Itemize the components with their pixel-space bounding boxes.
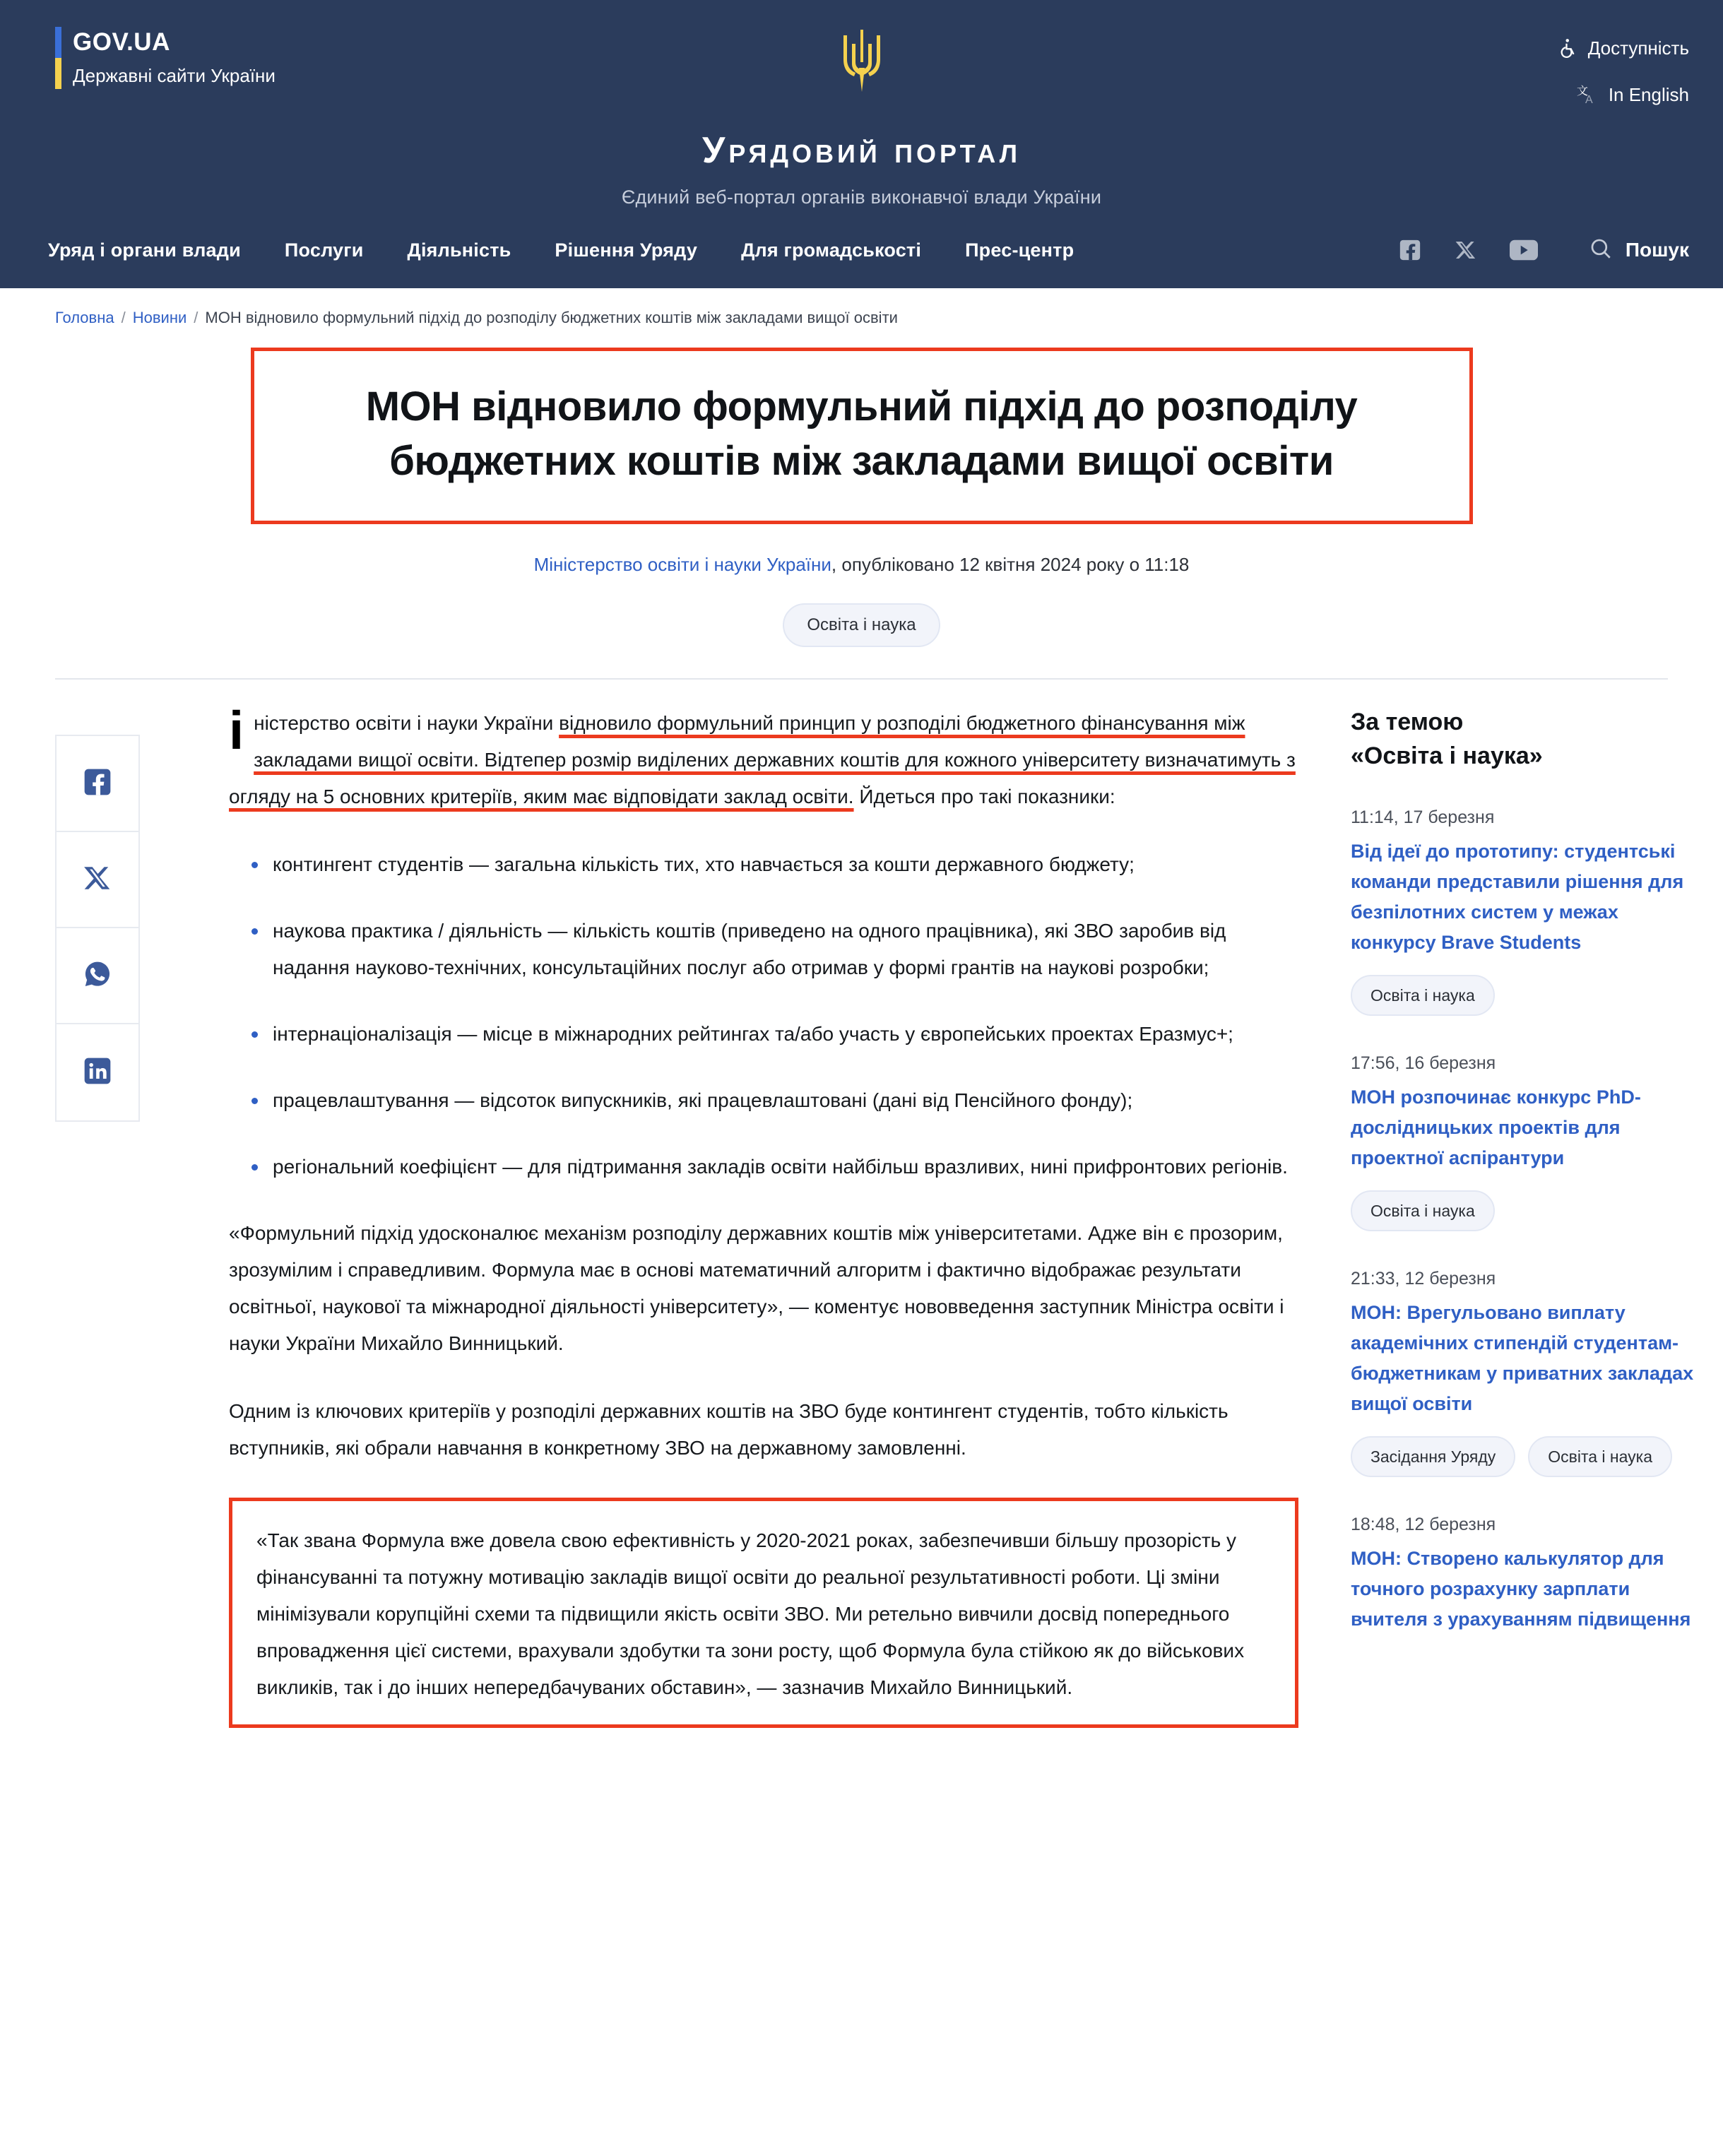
news-tag[interactable]: Засідання Уряду: [1351, 1436, 1515, 1477]
news-timestamp: 21:33, 12 березня: [1351, 1269, 1496, 1289]
ukraine-trident-icon: [839, 28, 884, 97]
sidebar-heading-line1: За темою: [1351, 709, 1464, 735]
news-tag-row: [1351, 1190, 1695, 1231]
criteria-item-0: контингент студентів — загальна кількість тих, хто навчається за кошти державного бюджету;: [229, 846, 1298, 883]
facebook-share-icon: [82, 766, 113, 801]
highlighted-quote-box: [229, 1498, 1298, 1728]
nav-item-1[interactable]: Послуги: [284, 239, 364, 261]
accessibility-label: Доступність: [1587, 37, 1689, 59]
svg-text:文: 文: [1576, 85, 1588, 97]
nav-item-4[interactable]: Для громадськості: [741, 239, 922, 261]
article-criteria-paragraph: Одним із ключових критеріїв у розподілі державних коштів на ЗВО буде контингент студентів, тобто кількість вступників, які обрали навчання в конкретному ЗВО на державному замовленні.: [229, 1400, 1228, 1459]
main-navigation: [0, 212, 1723, 288]
news-tag[interactable]: Освіта і наука: [1351, 1190, 1495, 1231]
news-title-link[interactable]: МОН: Врегульовано виплату академічних стипендій студентам-бюджетникам у приватних закладах вищої освіти: [1351, 1302, 1694, 1414]
search-icon: [1589, 237, 1613, 264]
news-title-link[interactable]: Від ідеї до прототипу: студентські команди представили рішення для безпілотних систем у межах конкурсу Brave Students: [1351, 841, 1684, 953]
highlighted-quote-text: «Так звана Формула вже довела свою ефективність у 2020-2021 роках, забезпечивши більшу прозорість у фінансуванні та потужну мотивацію закладів вищої освіти до реальної результативності роботи. Ці зміни мінімізували корупційні схеми та підвищили якість освіти ЗВО. Ми ретельно вивчили досвід попереднього впровадження цієї системи, врахували здобутки та зони росту, щоб Формула була стійкою як до військових викликів, так і до інших непередбачуваних обставин», — зазначив Михайло Винницький.: [256, 1529, 1245, 1698]
news-tag-row: [1351, 975, 1695, 1016]
article-quote-paragraph: «Формульний підхід удосконалює механізм розподілу державних коштів між університетами. Адже він є прозорим, зрозумілим і справедливим. Формула має в основі математичний алгоритм і фактично відображає результати освітньої, наукової та міжнародної діяльності університету», — коментує нововведення заступник Міністра освіти і науки України Михайло Винницький.: [229, 1222, 1284, 1354]
article-body: [218, 701, 1320, 1728]
ukraine-flag-bar-icon: [55, 27, 61, 89]
breadcrumb-separator: /: [121, 309, 126, 326]
lead-underlined: відновило формульний принцип у розподілі бюджетного фінансування між закладами вищої освіти. Відтепер розмір виділених державних коштів для кожного університету визначатимуть з огляду на 5 основних критеріїв, яким має відповідати заклад освіти.: [229, 712, 1296, 807]
site-header: [0, 113, 1723, 288]
news-timestamp: 17:56, 16 березня: [1351, 1053, 1496, 1073]
linkedin-share-icon: [82, 1055, 113, 1090]
news-title-link[interactable]: МОН розпочинає конкурс PhD-дослідницьких проектів для проектної аспірантури: [1351, 1086, 1641, 1168]
article-byline: [0, 551, 1723, 578]
criteria-item-1: наукова практика / діяльність — кількість коштів (приведено на одного працівника), які ЗВО заробив від надання науково-технічних, консультаційних послуг або отримав у формі грантів на наукові розробки;: [229, 913, 1298, 986]
article-published: , опубліковано 12 квітня 2024 року о 11:18: [831, 554, 1190, 575]
news-item: [1351, 1265, 1695, 1477]
govua-logo[interactable]: [55, 27, 276, 89]
breadcrumb: [0, 288, 1723, 329]
sidebar-heading-line2: «Освіта і наука»: [1351, 742, 1543, 769]
article-title: МОН відновило формульний підхід до розподілу бюджетних коштів між закладами вищої освіти: [365, 384, 1358, 484]
linkedin-share-button[interactable]: [57, 1024, 138, 1120]
facebook-share-button[interactable]: [57, 736, 138, 832]
whatsapp-share-icon: [82, 959, 113, 993]
criteria-item-4: регіональний коефіцієнт — для підтримання закладів освіти найбільш вразливих, нині прифронтових регіонів.: [229, 1149, 1298, 1185]
search-label: Пошук: [1625, 239, 1689, 261]
lead-plain: іністерство освіти і науки України: [229, 701, 559, 761]
criteria-item-3: працевлаштування — відсоток випускників, які працевлаштовані (дані від Пенсійного фонду);: [229, 1082, 1298, 1119]
criteria-item-2: інтернаціоналізація — місце в міжнародних рейтингах та/або участь у європейських проектах Еразмус+;: [229, 1016, 1298, 1053]
share-rail: [55, 735, 140, 1122]
govua-top-bar: [0, 0, 1723, 113]
article-title-box: [251, 348, 1473, 524]
x-twitter-share-button[interactable]: [57, 832, 138, 928]
govua-logo-title: GOV.UA: [73, 28, 170, 56]
whatsapp-share-button[interactable]: [57, 928, 138, 1024]
article-source-link[interactable]: Міністерство освіти і науки України: [533, 554, 831, 575]
news-item: [1351, 804, 1695, 1016]
nav-item-3[interactable]: Рішення Уряду: [555, 239, 698, 261]
news-item: [1351, 1511, 1695, 1635]
article-category-chip[interactable]: Освіта і наука: [783, 603, 940, 647]
lead-tail: Йдеться про такі показники:: [853, 786, 1115, 807]
govua-logo-subtitle: Державні сайти України: [73, 65, 276, 86]
search-button[interactable]: [1589, 237, 1689, 264]
news-tag[interactable]: Освіта і наука: [1528, 1436, 1672, 1477]
nav-item-2[interactable]: Діяльність: [407, 239, 511, 261]
x-twitter-icon[interactable]: [1455, 239, 1477, 261]
news-tag-row: [1351, 1436, 1695, 1477]
content-divider: [55, 678, 1668, 680]
breadcrumb-separator-2: /: [194, 309, 199, 326]
language-switch-button[interactable]: [1577, 83, 1689, 106]
criteria-list: [229, 846, 1298, 1185]
nav-item-0[interactable]: Уряд і органи влади: [48, 239, 241, 261]
content-area: [0, 701, 1723, 1728]
breadcrumb-home[interactable]: Головна: [55, 309, 114, 326]
svg-text:A: A: [1585, 94, 1593, 106]
news-item: [1351, 1050, 1695, 1231]
nav-item-5[interactable]: Прес-центр: [965, 239, 1074, 261]
language-label: In English: [1608, 83, 1689, 105]
facebook-icon[interactable]: [1398, 238, 1422, 262]
x-twitter-share-icon: [83, 863, 112, 896]
accessibility-button[interactable]: [1558, 37, 1689, 59]
youtube-icon[interactable]: [1510, 239, 1538, 261]
wheelchair-icon: [1558, 37, 1579, 59]
related-news-sidebar: [1320, 705, 1695, 1728]
page-title: Урядовий портал: [701, 130, 1021, 171]
page-subtitle: Єдиний веб-портал органів виконавчої влади України: [621, 186, 1102, 208]
news-timestamp: 18:48, 12 березня: [1351, 1515, 1496, 1534]
translate-icon: [1577, 83, 1599, 106]
news-timestamp: 11:14, 17 березня: [1351, 807, 1495, 827]
news-tag[interactable]: Освіта і наука: [1351, 975, 1495, 1016]
breadcrumb-news[interactable]: Новини: [132, 309, 187, 326]
sidebar-heading: [1351, 705, 1695, 773]
article-lead-paragraph: [229, 701, 1298, 815]
news-title-link[interactable]: МОН: Створено калькулятор для точного розрахунку зарплати вчителя з урахуванням підвищення: [1351, 1548, 1691, 1630]
breadcrumb-current: МОН відновило формульний підхід до розподілу бюджетних коштів між закладами вищої освіти: [205, 309, 898, 326]
